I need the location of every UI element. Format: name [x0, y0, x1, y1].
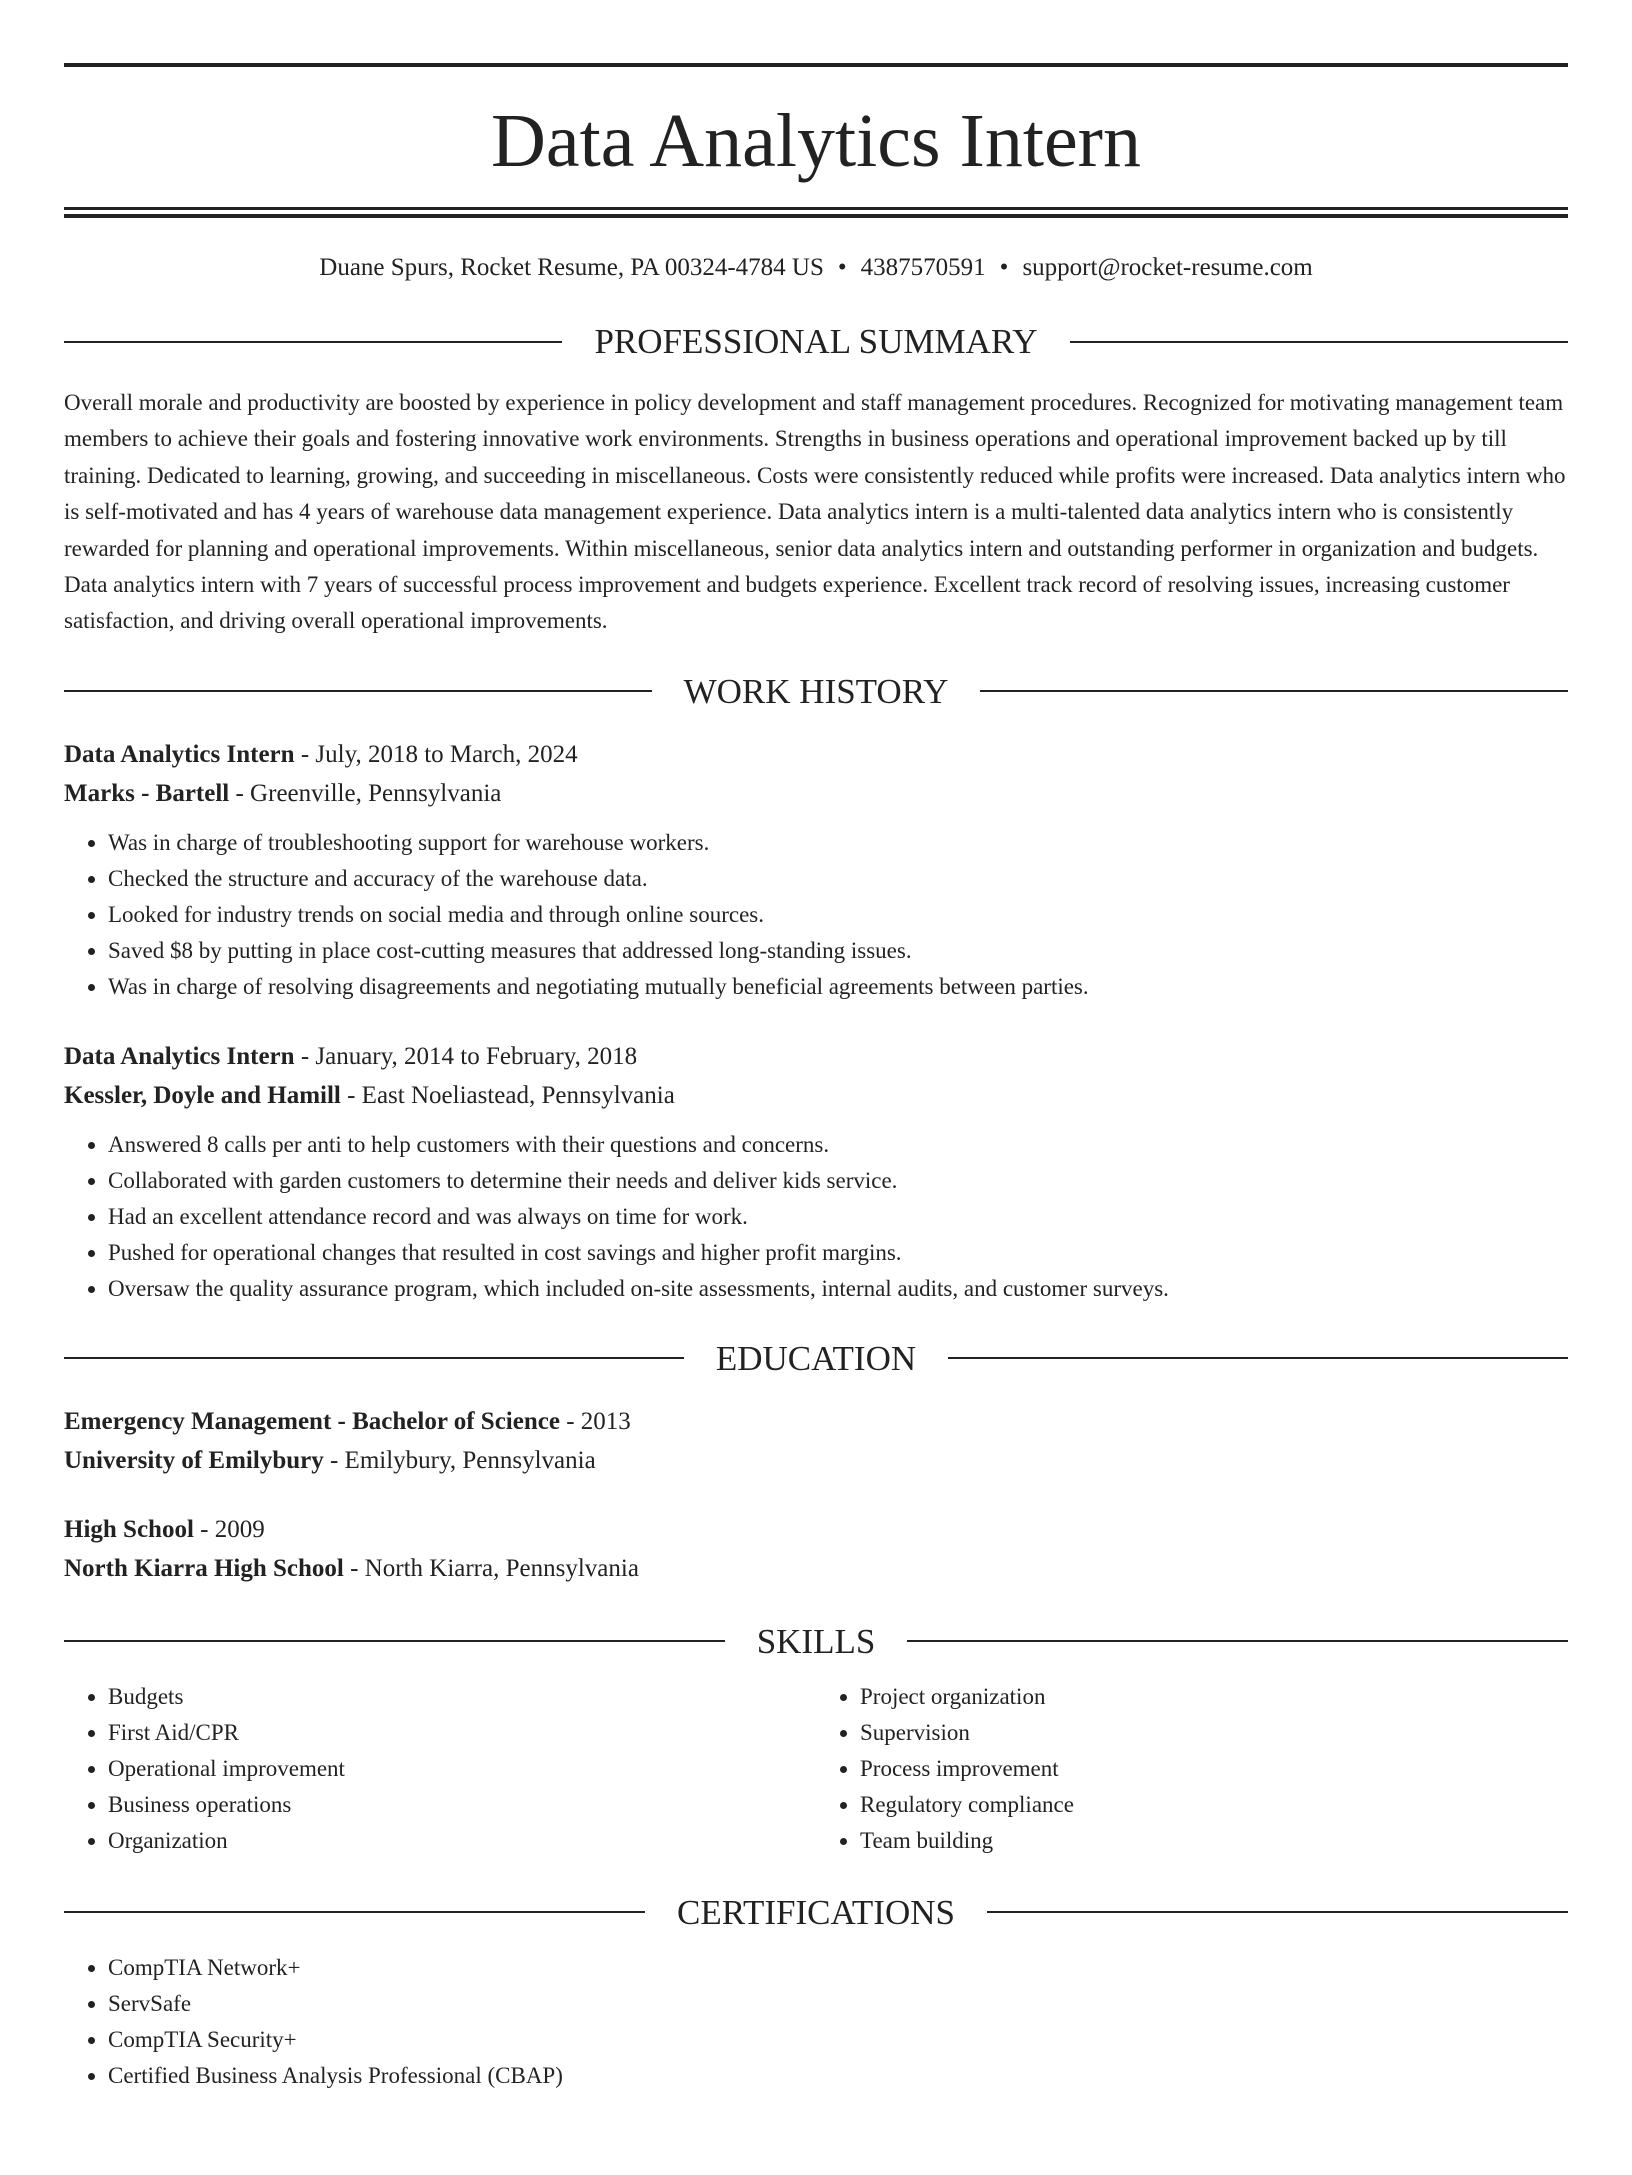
certifications-heading-label: CERTIFICATIONS — [677, 1892, 955, 1932]
list-item: • Project organization — [860, 1679, 1568, 1715]
job-bullets — [64, 825, 1568, 1005]
list-item: • Had an excellent attendance record and was always on time for work. — [108, 1199, 1568, 1235]
school: University of Emilybury — [64, 1446, 324, 1474]
heading-rule-right — [987, 1911, 1568, 1913]
heading-rule-left — [64, 1640, 725, 1642]
list-item: • Pushed for operational changes that resulted in cost savings and higher profit margins. — [108, 1235, 1568, 1271]
list-item: • Operational improvement — [108, 1751, 816, 1787]
list-item: • Was in charge of resolving disagreements and negotiating mutually beneficial agreements between parties. — [108, 969, 1568, 1005]
education-entry — [64, 1510, 1568, 1588]
education-heading-label: EDUCATION — [715, 1338, 917, 1378]
list-item: • Checked the structure and accuracy of the warehouse data. — [108, 861, 1568, 897]
school-line — [64, 1441, 1568, 1480]
skills-heading-label: SKILLS — [756, 1621, 876, 1661]
education-entry — [64, 1402, 1568, 1480]
title-double-rule — [64, 207, 1568, 218]
heading-rule-right — [980, 690, 1568, 692]
list-item: • Answered 8 calls per anti to help customers with their questions and concerns. — [108, 1127, 1568, 1163]
heading-rule-left — [64, 1911, 645, 1913]
job-title: Data Analytics Intern — [64, 740, 295, 768]
job-dates: - July, 2018 to March, 2024 — [294, 740, 578, 768]
job-dates: - January, 2014 to February, 2018 — [294, 1042, 638, 1070]
summary-text: Overall morale and productivity are boosted by experience in policy development and staff management procedures. Recognized for motivating management team members to achieve their goals and fostering innovative work environments. Strengths in business operations and operational improvement backed up by till training. Dedicated to learning, growing, and succeeding in miscellaneous. Costs were consistently reduced while profits were increased. Data analytics intern who is self-motivated and has 4 years of warehouse data management experience. Data analytics intern is a multi-talented data analytics intern who is consistently rewarded for planning and operational improvements. Within miscellaneous, senior data analytics intern and outstanding performer in organization and budgets. Data analytics intern with 7 years of successful process improvement and budgets experience. Excellent track record of resolving issues, increasing customer satisfaction, and driving overall operational improvements. — [64, 390, 1566, 634]
certifications-list — [64, 1950, 1568, 2094]
summary-heading-label: PROFESSIONAL SUMMARY — [594, 322, 1038, 361]
school: North Kiarra High School — [64, 1554, 344, 1582]
certifications-section-heading — [64, 1892, 1568, 1932]
degree-year: - 2009 — [193, 1515, 265, 1543]
list-item: • Organization — [108, 1823, 816, 1859]
page-title: Data Analytics Intern — [490, 99, 1141, 183]
summary-section-heading — [64, 324, 1568, 359]
job-entry — [64, 735, 1568, 1005]
work-history-section-heading — [64, 671, 1568, 711]
list-item: • CompTIA Network+ — [108, 1950, 1568, 1986]
job-company: Marks - Bartell — [64, 779, 230, 807]
heading-rule-left — [64, 1357, 684, 1359]
contact-separator: • — [999, 254, 1009, 281]
list-item: • Was in charge of troubleshooting support for warehouse workers. — [108, 825, 1568, 861]
job-title-line — [64, 735, 1568, 774]
list-item: • First Aid/CPR — [108, 1715, 816, 1751]
school-location: - Emilybury, Pennsylvania — [323, 1446, 596, 1474]
heading-rule-right — [1070, 341, 1568, 343]
education-section-heading — [64, 1338, 1568, 1378]
skills-list-right — [816, 1679, 1568, 1859]
job-location: - Greenville, Pennsylvania — [229, 779, 502, 807]
skills-list-left — [64, 1679, 816, 1859]
contact-line — [64, 254, 1568, 284]
skills-section-heading — [64, 1621, 1568, 1661]
degree-line — [64, 1402, 1568, 1441]
contact-separator: • — [837, 254, 847, 281]
list-item: • Looked for industry trends on social media and through online sources. — [108, 897, 1568, 933]
heading-rule-right — [948, 1357, 1568, 1359]
skills-columns — [64, 1679, 1568, 1859]
list-item: • Supervision — [860, 1715, 1568, 1751]
heading-rule-left — [64, 690, 652, 692]
list-item: • Collaborated with garden customers to determine their needs and deliver kids service. — [108, 1163, 1568, 1199]
job-bullets — [64, 1127, 1568, 1307]
contact-phone: 4387570591 — [860, 254, 986, 281]
job-location: - East Noeliastead, Pennsylvania — [340, 1081, 675, 1109]
degree: High School — [64, 1515, 194, 1543]
list-item: • Team building — [860, 1823, 1568, 1859]
job-company-line — [64, 774, 1568, 813]
degree-year: - 2013 — [559, 1407, 631, 1435]
list-item: • Business operations — [108, 1787, 816, 1823]
job-company-line — [64, 1076, 1568, 1115]
heading-rule-left — [64, 341, 562, 343]
job-title: Data Analytics Intern — [64, 1042, 295, 1070]
list-item: • ServSafe — [108, 1986, 1568, 2022]
degree-line — [64, 1510, 1568, 1549]
list-item: • Saved $8 by putting in place cost-cutting measures that addressed long-standing issues. — [108, 933, 1568, 969]
contact-email: support@rocket-resume.com — [1022, 254, 1313, 281]
list-item: • CompTIA Security+ — [108, 2022, 1568, 2058]
list-item: • Budgets — [108, 1679, 816, 1715]
list-item: • Oversaw the quality assurance program, which included on-site assessments, internal audits, and customer surveys. — [108, 1271, 1568, 1307]
list-item: • Process improvement — [860, 1751, 1568, 1787]
list-item: • Regulatory compliance — [860, 1787, 1568, 1823]
school-line — [64, 1549, 1568, 1588]
heading-rule-right — [907, 1640, 1568, 1642]
contact-address: Duane Spurs, Rocket Resume, PA 00324-4784 US — [319, 254, 824, 281]
school-location: - North Kiarra, Pennsylvania — [343, 1554, 639, 1582]
work-history-heading-label: WORK HISTORY — [683, 671, 949, 711]
job-company: Kessler, Doyle and Hamill — [64, 1081, 341, 1109]
resume-page — [0, 63, 1632, 2175]
degree: Emergency Management - Bachelor of Science — [64, 1407, 560, 1435]
job-title-line — [64, 1037, 1568, 1076]
job-entry — [64, 1037, 1568, 1307]
top-rule — [64, 63, 1568, 67]
list-item: • Certified Business Analysis Professional (CBAP) — [108, 2058, 1568, 2094]
